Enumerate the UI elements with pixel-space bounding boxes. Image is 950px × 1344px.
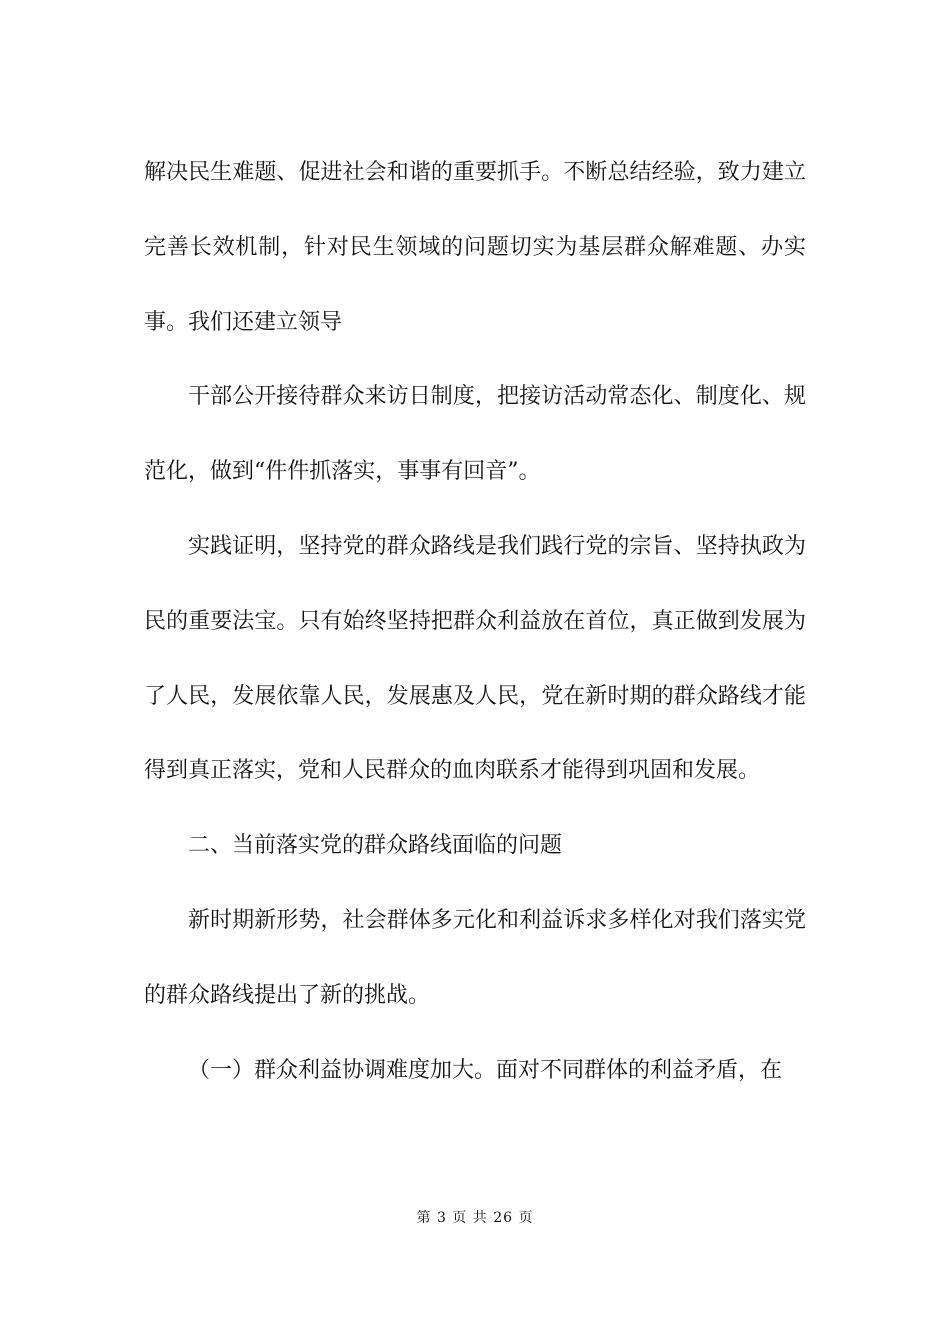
body-text bbox=[144, 136, 806, 1108]
page-footer: 第 3 页 共 26 页 bbox=[416, 1210, 534, 1226]
paragraph-2: 干部公开接待群众来访日制度，把接访活动常态化、制度化、规范化，做到“件件抓落实，事事有回音”。 bbox=[144, 384, 806, 485]
paragraph-3: 实践证明，坚持党的群众路线是我们践行党的宗旨、坚持执政为民的重要法宝。只有始终坚持把群众利益放在首位，真正做到发展为了人民，发展依靠人民，发展惠及人民，党在新时期的群众路线才能得到真正落实，党和人民群众的血肉联系才能得到巩固和发展。 bbox=[144, 533, 806, 784]
paragraph-4: 新时期新形势，社会群体多元化和利益诉求多样化对我们落实党的群众路线提出了新的挑战。 bbox=[144, 907, 806, 1008]
section-heading: 二、当前落实党的群众路线面临的问题 bbox=[188, 833, 563, 859]
paragraph-5: （一）群众利益协调难度加大。面对不同群体的利益矛盾，在 bbox=[188, 1057, 783, 1083]
paragraph-1: 解决民生难题、促进社会和谐的重要抓手。不断总结经验，致力建立完善长效机制，针对民生领域的问题切实为基层群众解难题、办实事。我们还建立领导 bbox=[144, 160, 806, 335]
